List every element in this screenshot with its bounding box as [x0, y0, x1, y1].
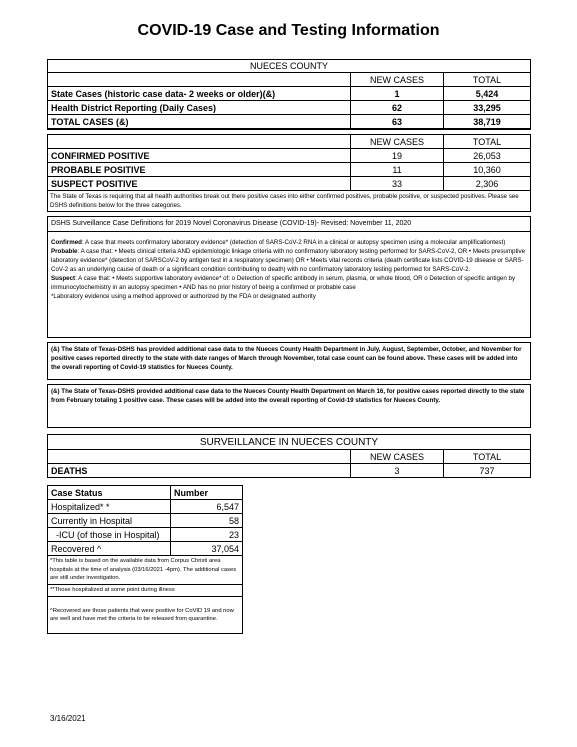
row-value: 6,547 — [171, 500, 243, 514]
confirmed-definition: Confirmed: A case that meets confirmatory laboratory evidence* (detection of SARS-CoV-2 RNA in a clinical or autopsy specimen using a molecular amplificationtest) — [51, 239, 506, 246]
case-status-table — [47, 485, 243, 634]
status-note-3: ^Recovered are those patients that were positive for CoVID 19 and now are well and have met the criteria to be released from quarantine. — [48, 597, 243, 634]
deaths-label: DEATHS — [48, 464, 351, 478]
number-header: Number — [171, 486, 243, 500]
county-table-header: NUECES COUNTY — [48, 60, 531, 73]
row-label: SUSPECT POSITIVE — [48, 177, 351, 191]
row-value: 23 — [171, 528, 243, 542]
row-value: 58 — [171, 514, 243, 528]
table-row — [48, 177, 531, 191]
new-cases-header: NEW CASES — [351, 135, 444, 149]
row-total: 2,306 — [444, 177, 531, 191]
row-total: 38,719 — [444, 115, 531, 130]
table-row — [48, 87, 531, 101]
row-label: -ICU (of those in Hospital) — [48, 528, 171, 542]
row-total: 5,424 — [444, 87, 531, 101]
total-header: TOTAL — [444, 135, 531, 149]
suspect-definition: Suspect: A case that: • Meets supportive laboratory evidence* of: o Detection of specific antibody in serum, plasma, or whole blood, OR o Detection of specific antigen by immunocytochemistry in an autopsy specimen • AND has no prior history of being a confirmed or probable case — [51, 275, 516, 291]
lab-evidence-footnote: *Laboratory evidence using a method approved or authorized by the FDA or designated authority — [51, 293, 316, 300]
row-label: Health District Reporting (Daily Cases) — [48, 101, 351, 115]
new-cases-header: NEW CASES — [351, 73, 444, 87]
blank-header-cell — [48, 450, 351, 464]
table-row — [48, 528, 243, 542]
county-cases-table — [47, 59, 531, 130]
additional-data-notice-2: (&) The State of Texas-DSHS provided additional case data to the Nueces County Health Department on March 16, for positive cases reported directly to the state from February totaling 1 positive case. These cases will be added into the overall reporting of Covid-19 statistics for Nueces County. — [47, 384, 531, 428]
row-total: 26,053 — [444, 149, 531, 163]
row-label: Recovered ^ — [48, 542, 171, 556]
case-definitions-box — [47, 216, 531, 338]
total-header: TOTAL — [444, 73, 531, 87]
probable-definition: Probable: A case that: • Meets clinical criteria AND epidemiologic linkage criteria with no confirmatory laboratory testing performed for SARS-CoV-2, OR • Meets presumptive laboratory evidence* (detection of SARSCoV-2 by antigen test in a respiratory specimen) OR • Meets vital records criteria (death certificate lists COVID-19 disease or SARS-CoV-2 as an underlying cause of death or a significant condition contributing to death) with no confirmatory laboratory testing performed for SARS-CoV-2. — [51, 248, 526, 273]
definitions-heading: DSHS Surveillance Case Definitions for 2019 Novel Coronavirus Disease (COVID-19)- Revised: November 11, 2020 — [48, 217, 530, 232]
new-cases-header: NEW CASES — [351, 450, 444, 464]
deaths-total: 737 — [444, 464, 531, 478]
row-total: 10,360 — [444, 163, 531, 177]
category-note: The State of Texas is requiring that all health authorities break out there positive cases into either confirmed positives, probable positive, or suspected positives. Please see DSHS definitions below for the three categories. — [48, 191, 531, 212]
row-new: 62 — [351, 101, 444, 115]
row-value: 37,054 — [171, 542, 243, 556]
row-label: PROBABLE POSITIVE — [48, 163, 351, 177]
row-new: 33 — [351, 177, 444, 191]
blank-header-cell — [48, 73, 351, 87]
row-new: 63 — [351, 115, 444, 130]
table-row — [48, 464, 531, 478]
row-new: 19 — [351, 149, 444, 163]
footer-date: 3/16/2021 — [50, 714, 86, 723]
surveillance-header: SURVEILLANCE IN NUECES COUNTY — [48, 435, 531, 450]
surveillance-table — [47, 434, 531, 478]
total-header: TOTAL — [444, 450, 531, 464]
table-row — [48, 500, 243, 514]
row-label: Hospitalized* * — [48, 500, 171, 514]
row-new: 1 — [351, 87, 444, 101]
table-row — [48, 163, 531, 177]
row-label: State Cases (historic case data- 2 weeks or older)(&) — [48, 87, 351, 101]
status-note-1: *This table is based on the available data from Corpus Christi area hospitals at the time of analysis (03/16/2021 -4pm). The additional cases are still under investigation. — [48, 556, 243, 585]
row-new: 11 — [351, 163, 444, 177]
additional-data-notice-1: (&) The State of Texas-DSHS has provided additional case data to the Nueces County Health Department in July, August, September, October, and November for positive cases reported directly to the state with date ranges of March through November, total case count can be found above. These cases will be added into the overall reporting of Covid-19 statistics for Nueces County. — [47, 342, 531, 380]
status-note-2: **Those hospitalized at some point during illness — [48, 585, 243, 597]
table-row — [48, 514, 243, 528]
blank-header-cell — [48, 135, 351, 149]
row-label: TOTAL CASES (&) — [48, 115, 351, 130]
case-category-table — [47, 134, 531, 212]
table-row — [48, 542, 243, 556]
table-row — [48, 101, 531, 115]
table-row — [48, 115, 531, 130]
row-label: Currently in Hospital — [48, 514, 171, 528]
table-row — [48, 149, 531, 163]
page-title: COVID-19 Case and Testing Information — [137, 22, 440, 39]
case-status-header: Case Status — [48, 486, 171, 500]
row-label: CONFIRMED POSITIVE — [48, 149, 351, 163]
row-total: 33,295 — [444, 101, 531, 115]
deaths-new: 3 — [351, 464, 444, 478]
